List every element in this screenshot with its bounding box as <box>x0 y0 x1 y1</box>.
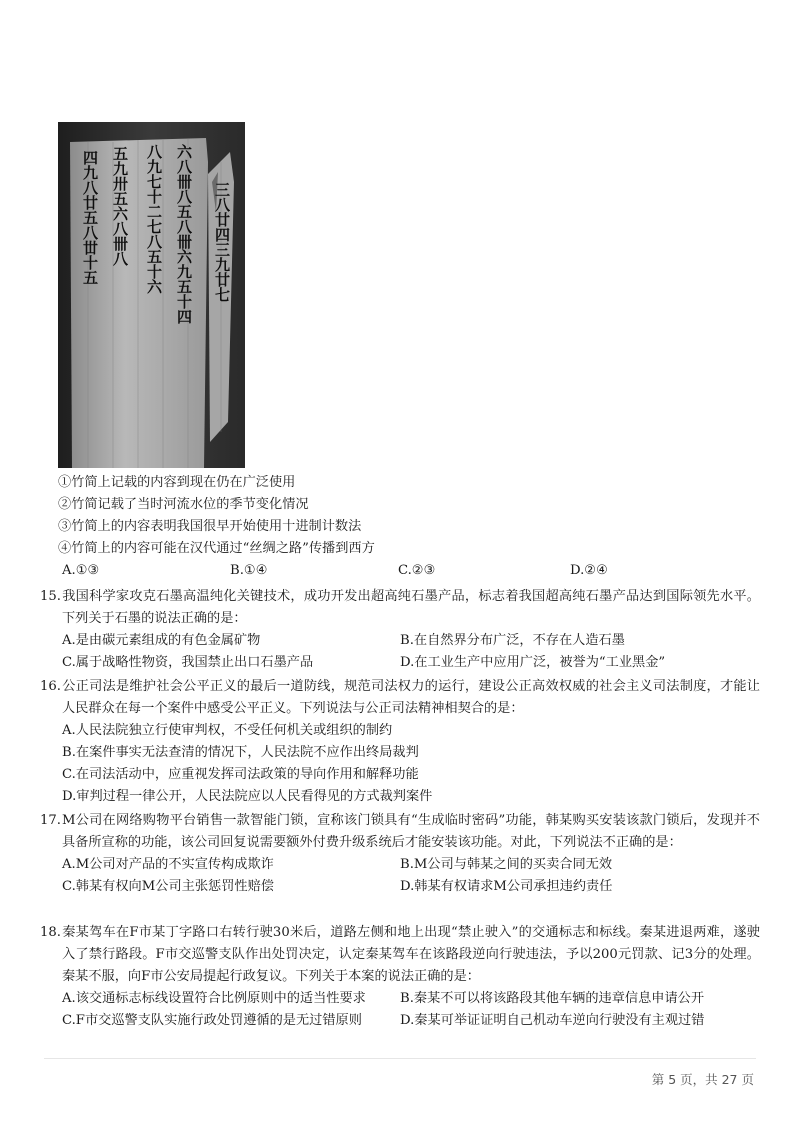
bamboo-text-col3: 八九七十二七八五十六 <box>145 144 163 294</box>
q14-choice-d[interactable]: D.②④ <box>570 563 608 578</box>
q16-choice-c[interactable]: C.在司法活动中，应重视发挥司法政策的导向作用和解释功能 <box>62 767 419 782</box>
page-number: 第 5 页，共 27 页 <box>651 1072 754 1087</box>
question-number: 18. <box>40 925 61 940</box>
q16-choice-d[interactable]: D.审判过程一律公开，人民法院应以人民看得见的方式裁判案件 <box>62 789 433 804</box>
q14-statement-1: ①竹简上记载的内容到现在仍在广泛使用 <box>58 475 296 490</box>
q14-statement-3: ③竹简上的内容表明我国很早开始使用十进制计数法 <box>58 519 362 534</box>
question-15 <box>40 586 760 674</box>
q15-choice-d[interactable]: D.在工业生产中应用广泛，被誉为“工业黑金” <box>400 655 666 670</box>
q18-choice-b[interactable]: B.秦某不可以将该路段其他车辆的违章信息申请公开 <box>400 991 705 1006</box>
q14-choice-a[interactable]: A.①③ <box>62 563 100 578</box>
bamboo-text-col1: 四九八廿五八丗十五 <box>81 150 99 285</box>
q18-choice-c[interactable]: C.F市交巡警支队实施行政处罚遵循的是无过错原则 <box>62 1013 362 1028</box>
q16-choice-b[interactable]: B.在案件事实无法查清的情况下，人民法院不应作出终局裁判 <box>62 745 419 760</box>
question-number: 17. <box>40 813 61 828</box>
question-stem: 公正司法是维护社会公平正义的最后一道防线，规范司法权力的运行，建设公正高效权威的社会主义司法制度，才能让人民群众在每一个案件中感受公平正义。下列说法与公正司法精神相契合的是： <box>62 679 760 716</box>
q17-choice-a[interactable]: A.M公司对产品的不实宣传构成欺诈 <box>62 857 274 872</box>
q17-choice-d[interactable]: D.韩某有权请求M公司承担违约责任 <box>400 879 613 894</box>
question-stem: M公司在网络购物平台销售一款智能门锁，宣称该门锁具有“生成临时密码”功能，韩某购买安装该款门锁后，发现并不具备所宣称的功能，该公司回复说需要额外付费升级系统后才能安装该功能。对此，下列说法不正确的是： <box>62 813 760 850</box>
q17-choice-b[interactable]: B.M公司与韩某之间的买卖合同无效 <box>400 857 613 872</box>
question-16 <box>40 676 760 808</box>
question-18 <box>40 922 760 1032</box>
q15-choice-b[interactable]: B.在自然界分布广泛，不存在人造石墨 <box>400 633 625 648</box>
question-number: 15. <box>40 589 61 604</box>
q15-choice-c[interactable]: C.属于战略性物资，我国禁止出口石墨产品 <box>62 655 314 670</box>
q14-statement-2: ②竹简记载了当时河流水位的季节变化情况 <box>58 497 309 512</box>
q14-choice-c[interactable]: C.②③ <box>398 563 436 578</box>
bamboo-text-col5: 三八廿四三九廿七 <box>213 182 231 302</box>
q15-choice-a[interactable]: A.是由碳元素组成的有色金属矿物 <box>62 633 261 648</box>
q18-choice-d[interactable]: D.秦某可举证证明自己机动车逆向行驶没有主观过错 <box>400 1013 705 1028</box>
question-stem: 我国科学家攻克石墨高温纯化关键技术，成功开发出超高纯石墨产品，标志着我国超高纯石墨产品达到国际领先水平。下列关于石墨的说法正确的是： <box>62 589 760 626</box>
footer-divider <box>44 1058 756 1059</box>
q14-statement-4: ④竹简上的内容可能在汉代通过“丝绸之路”传播到西方 <box>58 541 375 556</box>
question-stem: 秦某驾车在F市某丁字路口右转行驶30米后，道路左侧和地上出现“禁止驶入”的交通标志和标线。秦某进退两难，遂驶入了禁行路段。F市交巡警支队作出处罚决定，认定秦某驾车在该路段逆向行驶违法，予以200元罚款、记3分的处理。秦某不服，向F市公安局提起行政复议。下列关于本案的说法正确的是： <box>62 925 760 984</box>
q16-choice-a[interactable]: A.人民法院独立行使审判权，不受任何机关或组织的制约 <box>62 723 393 738</box>
q17-choice-c[interactable]: C.韩某有权向M公司主张惩罚性赔偿 <box>62 879 274 894</box>
bamboo-text-col4: 六八卌八五八卌六九五十四 <box>175 144 193 324</box>
q14-choice-b[interactable]: B.①④ <box>230 563 268 578</box>
bamboo-slip-photo <box>58 122 245 468</box>
bamboo-text-col2: 五九卅五六八卌八 <box>111 146 129 266</box>
question-17 <box>40 810 760 898</box>
question-number: 16. <box>40 679 61 694</box>
q18-choice-a[interactable]: A.该交通标志标线设置符合比例原则中的适当性要求 <box>62 991 366 1006</box>
